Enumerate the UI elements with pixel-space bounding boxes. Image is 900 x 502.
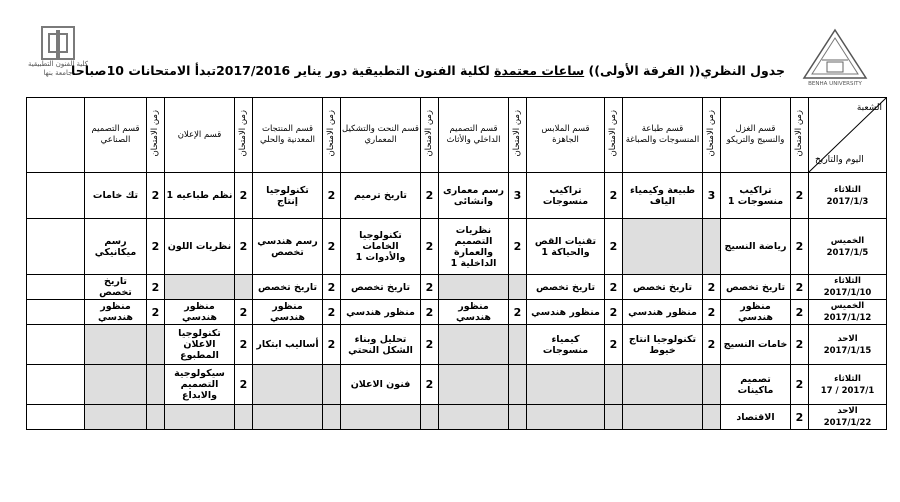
subject-cell: منظور هندسي bbox=[527, 300, 605, 325]
exam-duration: 2 bbox=[509, 300, 527, 325]
table-row bbox=[27, 275, 887, 300]
subject-cell: منظور هندسي bbox=[165, 300, 235, 325]
exam-duration: 2 bbox=[235, 300, 253, 325]
subject-cell bbox=[85, 365, 147, 405]
subject-cell bbox=[439, 365, 509, 405]
department-header: قسم التصميم الداخلي والأثاث bbox=[439, 98, 509, 173]
subject-cell: رسم هندسي تخصص bbox=[253, 219, 323, 275]
extra-column-cell bbox=[27, 300, 85, 325]
title-suffix: لكلية الفنون التطبيقية دور يناير 2017/2016تبدأ الامتحانات 10صباحا bbox=[71, 63, 495, 78]
exam-duration bbox=[147, 365, 165, 405]
exam-duration: 2 bbox=[791, 173, 809, 219]
department-header: قسم طباعة المنسوجات والصباغة bbox=[623, 98, 703, 173]
subject-cell: تاريخ تخصص bbox=[623, 275, 703, 300]
subject-cell: تاريخ تخصص bbox=[527, 275, 605, 300]
exam-duration: 2 bbox=[323, 219, 341, 275]
extra-column-cell bbox=[27, 405, 85, 430]
exam-duration: 2 bbox=[323, 325, 341, 365]
university-logo bbox=[800, 28, 870, 86]
exam-duration bbox=[509, 405, 527, 430]
exam-duration: 2 bbox=[147, 173, 165, 219]
exam-date: 2017/1/22 bbox=[823, 418, 872, 428]
exam-duration: 2 bbox=[791, 325, 809, 365]
subject-cell: رسم معمارى وانشائى bbox=[439, 173, 509, 219]
extra-column-cell bbox=[27, 275, 85, 300]
subject-cell bbox=[253, 405, 323, 430]
subject-cell bbox=[253, 365, 323, 405]
exam-duration: 2 bbox=[791, 405, 809, 430]
department-header: قسم الغزل والنسيج والتريكو bbox=[721, 98, 791, 173]
time-header-5 bbox=[323, 98, 341, 173]
subject-cell bbox=[527, 405, 605, 430]
exam-date: 2017/1/15 bbox=[823, 345, 872, 356]
time-header-label: زمن الامتحان bbox=[238, 109, 248, 157]
extra-column-cell bbox=[27, 219, 85, 275]
exam-duration bbox=[235, 405, 253, 430]
subject-cell: تاريخ تخصص bbox=[253, 275, 323, 300]
subject-cell: منظور هندسي bbox=[721, 300, 791, 325]
subject-cell: تك خامات bbox=[85, 173, 147, 219]
subject-cell: سيكولوجية التصميم والابداع bbox=[165, 365, 235, 405]
exam-date: 2017/1/10 bbox=[823, 288, 872, 298]
day-date-cell bbox=[809, 405, 887, 430]
subject-cell: تاريخ ترميم bbox=[341, 173, 421, 219]
exam-duration bbox=[509, 325, 527, 365]
day-name: الخميس bbox=[830, 301, 865, 311]
subject-cell: طبيعة وكيمياء الياف bbox=[623, 173, 703, 219]
subject-cell: منظور هندسي bbox=[341, 300, 421, 325]
department-header: قسم المنتجات المعدنية والحلي bbox=[253, 98, 323, 173]
exam-duration: 2 bbox=[323, 300, 341, 325]
exam-duration: 2 bbox=[605, 325, 623, 365]
table-row bbox=[27, 300, 887, 325]
exam-duration: 2 bbox=[605, 300, 623, 325]
exam-duration bbox=[509, 275, 527, 300]
exam-duration bbox=[323, 365, 341, 405]
corner-department-label: الشعبة bbox=[856, 103, 882, 113]
exam-duration: 2 bbox=[235, 173, 253, 219]
subject-cell: تاريخ تخصص bbox=[721, 275, 791, 300]
exam-duration: 2 bbox=[421, 300, 439, 325]
exam-date: 2017/1/12 bbox=[823, 313, 872, 323]
department-header: قسم النحت والتشكيل المعماري bbox=[341, 98, 421, 173]
time-header-label: زمن الامتحان bbox=[794, 109, 804, 157]
subject-cell: تراكيب منسوجات 1 bbox=[721, 173, 791, 219]
time-header-6 bbox=[235, 98, 253, 173]
subject-cell: منظور هندسي bbox=[85, 300, 147, 325]
subject-cell bbox=[439, 275, 509, 300]
time-header-label: زمن الامتحان bbox=[150, 109, 160, 157]
exam-duration: 2 bbox=[323, 173, 341, 219]
subject-cell: رياضة النسيج bbox=[721, 219, 791, 275]
exam-duration: 2 bbox=[147, 219, 165, 275]
subject-cell bbox=[341, 405, 421, 430]
department-header: قسم الإعلان bbox=[165, 98, 235, 173]
subject-cell bbox=[85, 325, 147, 365]
subject-cell bbox=[439, 325, 509, 365]
time-header-3 bbox=[509, 98, 527, 173]
time-header-label: زمن الامتحان bbox=[424, 109, 434, 157]
subject-cell: تحليل وبناء الشكل النحتي bbox=[341, 325, 421, 365]
subject-cell: الاقتصاد bbox=[721, 405, 791, 430]
exam-duration: 2 bbox=[235, 365, 253, 405]
exam-duration: 2 bbox=[147, 275, 165, 300]
subject-cell: منظور هندسي bbox=[253, 300, 323, 325]
exam-duration bbox=[323, 405, 341, 430]
exam-duration: 2 bbox=[703, 275, 721, 300]
subject-cell: كيمياء منسوجات bbox=[527, 325, 605, 365]
corner-cell bbox=[809, 98, 887, 173]
exam-duration: 3 bbox=[703, 173, 721, 219]
exam-duration: 2 bbox=[509, 219, 527, 275]
day-name: الخميس bbox=[830, 235, 865, 246]
subject-cell: تاريخ تخصص bbox=[341, 275, 421, 300]
exam-duration bbox=[605, 365, 623, 405]
time-header-label: زمن الامتحان bbox=[608, 109, 618, 157]
subject-cell: منظور هندسي bbox=[623, 300, 703, 325]
subject-cell: رسم ميكانيكي bbox=[85, 219, 147, 275]
day-date-cell bbox=[809, 173, 887, 219]
exam-duration: 2 bbox=[703, 325, 721, 365]
subject-cell bbox=[623, 219, 703, 275]
subject-cell: فنون الاعلان bbox=[341, 365, 421, 405]
exam-duration: 2 bbox=[421, 173, 439, 219]
subject-cell: نظم طباعيه 1 bbox=[165, 173, 235, 219]
header-row bbox=[27, 98, 887, 173]
day-date-cell bbox=[809, 365, 887, 405]
time-header-label: زمن الامتحان bbox=[326, 109, 336, 157]
subject-cell: تقنيات القص والحياكة 1 bbox=[527, 219, 605, 275]
exam-duration: 2 bbox=[703, 300, 721, 325]
exam-duration: 3 bbox=[509, 173, 527, 219]
subject-cell: تكنولوجيا انتاج خيوط bbox=[623, 325, 703, 365]
exam-duration: 2 bbox=[605, 275, 623, 300]
exam-date: 2017/1 / 17 bbox=[820, 385, 875, 396]
exam-duration bbox=[147, 325, 165, 365]
time-header-7 bbox=[147, 98, 165, 173]
time-header-2 bbox=[605, 98, 623, 173]
corner-date-label: اليوم والتاريخ bbox=[815, 155, 864, 165]
subject-cell: منظور هندسي bbox=[439, 300, 509, 325]
table-row bbox=[27, 325, 887, 365]
table-row bbox=[27, 365, 887, 405]
subject-cell bbox=[623, 365, 703, 405]
subject-cell: تصميم ماكينات bbox=[721, 365, 791, 405]
exam-duration: 2 bbox=[421, 219, 439, 275]
extra-column-cell bbox=[27, 325, 85, 365]
subject-cell bbox=[165, 275, 235, 300]
extra-column-cell bbox=[27, 173, 85, 219]
department-header: قسم التصميم الصناعي bbox=[85, 98, 147, 173]
subject-cell: نظريات اللون bbox=[165, 219, 235, 275]
table-row bbox=[27, 405, 887, 430]
time-header-label: زمن الامتحان bbox=[512, 109, 522, 157]
extra-column-cell bbox=[27, 365, 85, 405]
day-date-cell bbox=[809, 219, 887, 275]
exam-duration: 2 bbox=[421, 325, 439, 365]
department-header: قسم الملابس الجاهزة bbox=[527, 98, 605, 173]
university-logo-caption: جامعة بنها bbox=[43, 69, 73, 77]
subject-cell: أساليب ابتكار bbox=[253, 325, 323, 365]
time-header-1 bbox=[703, 98, 721, 173]
subject-cell bbox=[165, 405, 235, 430]
exam-duration bbox=[235, 275, 253, 300]
time-header-4 bbox=[421, 98, 439, 173]
exam-date: 2017/1/5 bbox=[826, 247, 869, 258]
subject-cell bbox=[85, 405, 147, 430]
day-name: الاحد bbox=[837, 333, 858, 344]
exam-duration: 2 bbox=[605, 219, 623, 275]
subject-cell: تراكيب منسوجات bbox=[527, 173, 605, 219]
subject-cell: تاريخ تخصص bbox=[85, 275, 147, 300]
exam-duration: 2 bbox=[235, 325, 253, 365]
exam-duration: 2 bbox=[791, 219, 809, 275]
faculty-logo-mark bbox=[41, 26, 75, 60]
exam-duration: 2 bbox=[323, 275, 341, 300]
exam-duration: 2 bbox=[791, 300, 809, 325]
time-header-0 bbox=[791, 98, 809, 173]
exam-duration: 2 bbox=[421, 365, 439, 405]
exam-duration: 2 bbox=[421, 275, 439, 300]
day-date-cell bbox=[809, 325, 887, 365]
day-name: الاحد bbox=[837, 406, 858, 416]
extra-column-header bbox=[27, 98, 85, 173]
exam-duration bbox=[605, 405, 623, 430]
table-row bbox=[27, 173, 887, 219]
title-credit-hours: ساعات معتمدة bbox=[494, 63, 585, 78]
day-name: الثلاثاء bbox=[834, 276, 861, 286]
exam-duration: 2 bbox=[791, 275, 809, 300]
exam-duration: 2 bbox=[147, 300, 165, 325]
subject-cell: خامات النسيج bbox=[721, 325, 791, 365]
subject-cell bbox=[623, 405, 703, 430]
exam-date: 2017/1/3 bbox=[826, 196, 869, 207]
exam-schedule-table bbox=[26, 97, 887, 430]
exam-duration bbox=[703, 405, 721, 430]
faculty-logo bbox=[28, 26, 88, 92]
exam-duration: 2 bbox=[791, 365, 809, 405]
subject-cell: تكنولوجيا إنتاج bbox=[253, 173, 323, 219]
exam-duration: 2 bbox=[235, 219, 253, 275]
faculty-logo-caption: كلية الفنون التطبيقية bbox=[28, 60, 89, 68]
subject-cell bbox=[439, 405, 509, 430]
exam-duration bbox=[421, 405, 439, 430]
university-logo-text: BENHA UNIVERSITY bbox=[808, 81, 862, 86]
exam-duration bbox=[147, 405, 165, 430]
day-date-cell bbox=[809, 300, 887, 325]
subject-cell: تكنولوجيا الاعلان المطبوع bbox=[165, 325, 235, 365]
day-name: الثلاثاء bbox=[834, 373, 861, 384]
title-prefix: جدول النظري(( الفرقة الأولى)) bbox=[584, 63, 785, 78]
exam-duration bbox=[703, 365, 721, 405]
subject-cell: تكنولوجيا الخامات والأدوات 1 bbox=[341, 219, 421, 275]
table-row bbox=[27, 219, 887, 275]
subject-cell bbox=[527, 365, 605, 405]
day-name: الثلاثاء bbox=[834, 184, 861, 195]
day-date-cell bbox=[809, 275, 887, 300]
subject-cell: نظريات التصميم والعمارة الداخلية 1 bbox=[439, 219, 509, 275]
exam-duration: 2 bbox=[605, 173, 623, 219]
time-header-label: زمن الامتحان bbox=[706, 109, 716, 157]
exam-duration bbox=[509, 365, 527, 405]
exam-duration bbox=[703, 219, 721, 275]
page-title bbox=[71, 63, 785, 78]
